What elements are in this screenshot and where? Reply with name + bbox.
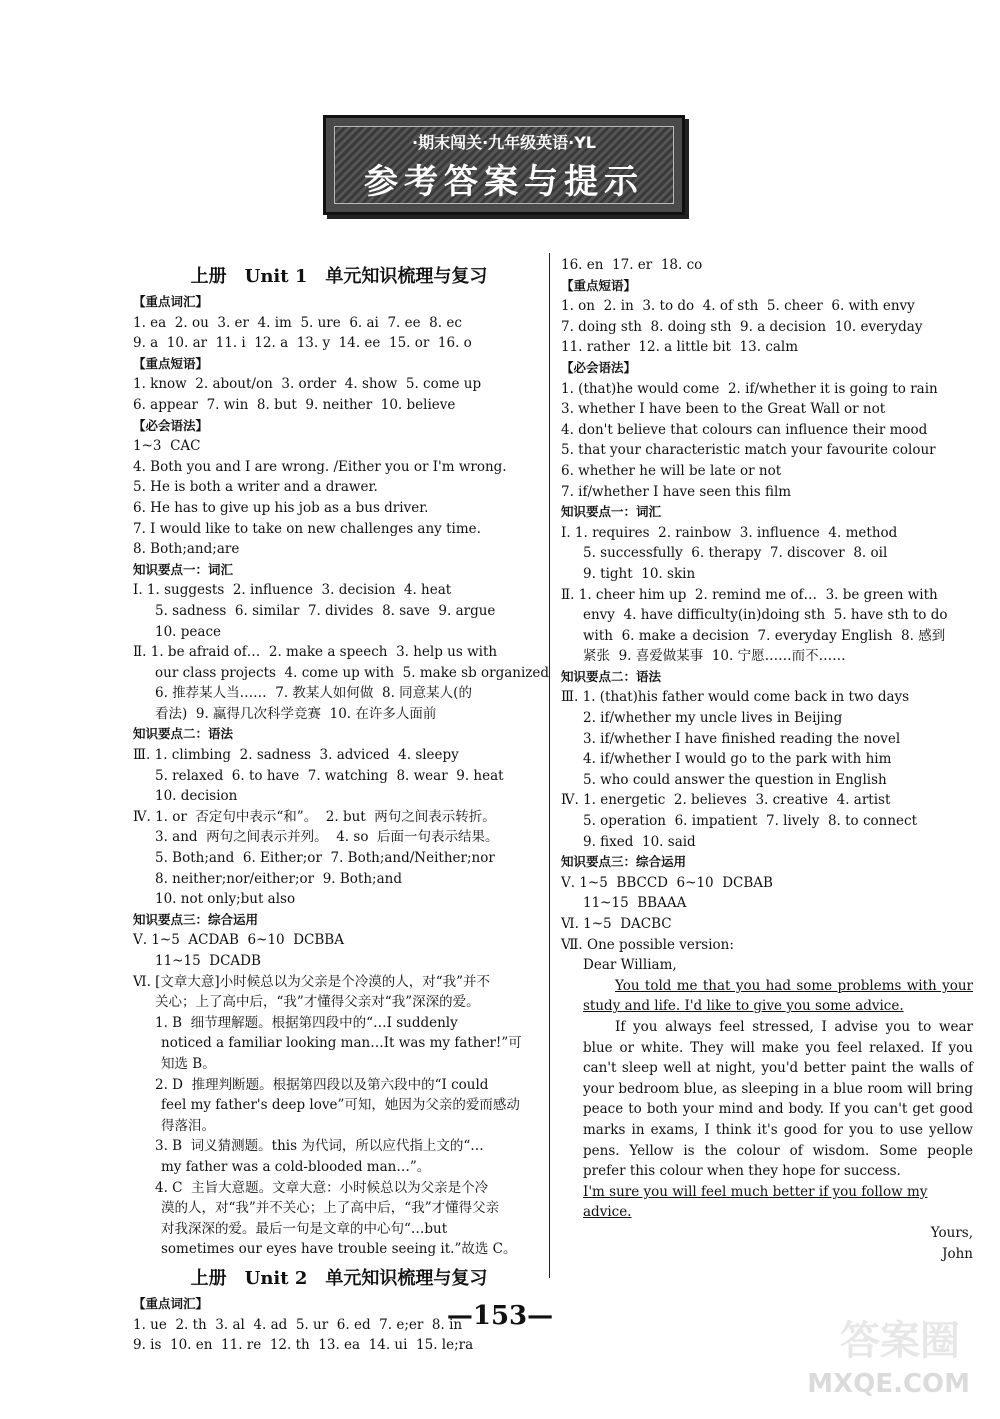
essay-paragraph: If you always feel stressed, I advise you to wear blue or white. They will make you feel relaxed. If you can't sleep well at night, you'd better paint the walls of your bedroom blue, as sleeping in a blue room will bring peace to both your mind and body. If you can't get good marks in exams, I think it's good for you to use yellow pens. Yellow is the colour of wisdom. Some people prefer this colour when they hope for success.	[583, 1018, 973, 1180]
section-heading: 【重点词汇】	[133, 294, 209, 309]
answer-line: 1. (that)he would come 2. if/whether it is going to rain	[561, 380, 938, 397]
unit-title: 上册 Unit 2 单元知识梳理与复习	[190, 1267, 488, 1289]
answer-line: 3. and 两句之间表示并列。 4. so 后面一句表示结果。	[155, 829, 499, 846]
answer-line: 2. if/whether my uncle lives in Beijing	[583, 710, 843, 727]
banner-title: 参考答案与提示	[364, 162, 644, 202]
answer-line: 9. a 10. ar 11. i 12. a 13. y 14. ee 15. or 16. o	[133, 335, 472, 352]
section-heading: 知识要点二：语法	[561, 668, 662, 684]
answer-line: 5. relaxed 6. to have 7. watching 8. wear 9. heat	[155, 767, 504, 784]
answer-line: 5. Both;and 6. Either;or 7. Both;and/Neither;nor	[155, 850, 495, 867]
watermark-site: MXQE.COM	[807, 1369, 970, 1399]
answer-line: 1~3 CAC	[133, 438, 201, 455]
answer-line: 4. don't believe that colours can influence their mood	[561, 421, 928, 438]
answer-line: 4. if/whether I would go to the park with him	[583, 751, 892, 768]
answer-line: 看法) 9. 赢得几次科学竞赛 10. 在许多人面前	[155, 705, 437, 722]
section-heading: 知识要点三：综合运用	[133, 911, 259, 927]
answer-line: 知选 B。	[161, 1055, 216, 1072]
answer-line: 5. He is both a writer and a drawer.	[133, 479, 378, 496]
answer-line: 9. fixed 10. said	[583, 833, 696, 850]
header-banner	[323, 115, 685, 215]
section-heading: 【必会语法】	[561, 359, 637, 375]
answer-line: 11~15 BBAAA	[583, 895, 687, 912]
banner-subtitle: ·期末闯关·九年级英语·YL	[411, 133, 597, 152]
answer-line: 得落泪。	[161, 1117, 215, 1134]
answer-line: 10. decision	[155, 788, 238, 805]
essay-paragraph: You told me that you had some problems with your study and life. I'd like to give you some advice.	[583, 977, 973, 1015]
left-column	[133, 262, 550, 1356]
section-heading: 知识要点二：语法	[133, 726, 234, 742]
answer-line: 4. Both you and I are wrong. /Either you or I'm wrong.	[133, 458, 507, 475]
answer-line: Ⅰ. 1. suggests 2. influence 3. decision 4. heat	[133, 582, 452, 599]
answer-line: 5. who could answer the question in English	[583, 771, 887, 788]
section-heading: 【重点短语】	[133, 355, 209, 371]
answer-line: Ⅱ. 1. be afraid of… 2. make a speech 3. help us with	[133, 644, 498, 661]
answer-line: 6. whether he will be late or not	[561, 462, 782, 479]
answer-line: 1. ea 2. ou 3. er 4. im 5. ure 6. ai 7. ee 8. ec	[133, 314, 462, 331]
answer-line: Ⅲ. 1. climbing 2. sadness 3. adviced 4. sleepy	[133, 747, 459, 764]
answer-line: with 6. make a decision 7. everyday English 8. 感到	[583, 627, 946, 644]
answer-line: 4. C 主旨大意题。文章大意：小时候总以为父亲是个冷	[155, 1179, 489, 1196]
answer-line: Ⅶ. One possible version:	[561, 936, 734, 953]
answer-line: Ⅳ. 1. energetic 2. believes 3. creative 4. artist	[561, 792, 891, 809]
answer-line: 3. whether I have been to the Great Wall or not	[561, 401, 886, 418]
answer-line: Ⅳ. 1. or 否定句中表示“和”。 2. but 两句之间表示转折。	[133, 808, 496, 825]
answer-line: 1. on 2. in 3. to do 4. of sth 5. cheer 6. with envy	[561, 298, 915, 315]
section-heading: 【重点短语】	[561, 277, 637, 293]
answer-line: 紧张 9. 喜爱做某事 10. 宁愿……而不……	[583, 648, 846, 665]
answer-line: 1. know 2. about/on 3. order 4. show 5. come up	[133, 376, 482, 393]
essay-signature: Yours,	[930, 1224, 973, 1241]
answer-line: 16. en 17. er 18. co	[561, 257, 703, 273]
section-heading: 【重点词汇】	[133, 1295, 209, 1311]
answer-line: Ⅴ. 1~5 ACDAB 6~10 DCBBA	[133, 932, 344, 949]
answer-line: Ⅰ. 1. requires 2. rainbow 3. influence 4. method	[561, 524, 898, 541]
answer-line: 10. not only;but also	[155, 891, 296, 908]
answer-line: 3. if/whether I have finished reading the novel	[583, 730, 901, 747]
answer-line: envy 4. have difficulty(in)doing sth 5. have sth to do	[583, 607, 948, 624]
answer-line: 对我深深的爱。最后一句是文章的中心句“…but	[161, 1220, 448, 1237]
answer-line: 9. is 10. en 11. re 12. th 13. ea 14. ui 15. le;ra	[133, 1337, 474, 1354]
answer-line: 9. tight 10. skin	[583, 565, 696, 582]
watermark	[807, 1309, 970, 1399]
answer-line: 7. doing sth 8. doing sth 9. a decision 10. everyday	[561, 318, 923, 335]
answer-line: 10. peace	[155, 623, 221, 640]
answer-line: sometimes our eyes have trouble seeing it.”故选 C。	[161, 1241, 517, 1258]
answer-line: 1. B 细节理解题。根据第四段中的“…I suddenly	[155, 1014, 458, 1031]
answer-line: Ⅴ. 1~5 BBCCD 6~10 DCBAB	[561, 874, 773, 891]
answer-line: Dear William,	[583, 957, 677, 974]
watermark-logo: 答案圈	[840, 1318, 960, 1364]
answer-line: 2. D 推理判断题。根据第四段以及第六段中的“I could	[155, 1076, 489, 1093]
answer-line: 8. Both;and;are	[133, 541, 240, 558]
answer-line: 关心；上了高中后，“我”才懂得父亲对“我”深深的爱。	[155, 994, 480, 1011]
answer-line: 5. that your characteristic match your favourite colour	[561, 442, 936, 459]
answer-line: Ⅵ. [文章大意]小时候总以为父亲是个冷漠的人，对“我”并不	[133, 973, 490, 990]
answer-line: 5. successfully 6. therapy 7. discover 8. oil	[583, 545, 888, 562]
right-column	[561, 255, 973, 1264]
answer-line: feel my father's deep love”可知，她因为父亲的爱而感动	[161, 1097, 520, 1114]
answer-line: 3. B 词义猜测题。this 为代词，所以应代指上文的“…	[155, 1138, 484, 1155]
section-heading: 知识要点三：综合运用	[561, 854, 687, 870]
answer-line: 11. rather 12. a little bit 13. calm	[561, 339, 799, 356]
answer-line: 6. He has to give up his job as a bus driver.	[133, 499, 429, 516]
section-heading: 知识要点一：词汇	[133, 561, 234, 577]
answer-line: 6. appear 7. win 8. but 9. neither 10. believe	[133, 396, 456, 413]
answer-line: 5. operation 6. impatient 7. lively 8. to connect	[583, 813, 918, 830]
answer-line: 1. ue 2. th 3. al 4. ad 5. ur 6. ed 7. e;er 8. in	[133, 1316, 463, 1333]
answer-line: 11~15 DCADB	[155, 953, 261, 969]
answer-line: noticed a familiar looking man…It was my father!”可	[161, 1035, 522, 1052]
answer-line: our class projects 4. come up with 5. make sb organized	[155, 664, 550, 681]
answer-line: 7. I would like to take on new challenges any time.	[133, 520, 481, 537]
section-heading: 【必会语法】	[133, 417, 209, 433]
unit-title: 上册 Unit 1 单元知识梳理与复习	[190, 266, 488, 287]
section-heading: 知识要点一：词汇	[561, 504, 662, 520]
answer-line: 6. 推荐某人当…… 7. 教某人如何做 8. 同意某人(的	[155, 685, 472, 702]
essay-paragraph: I'm sure you will feel much better if you follow my advice.	[583, 1183, 928, 1221]
answer-line: 7. if/whether I have seen this film	[561, 483, 792, 500]
answer-line: Ⅱ. 1. cheer him up 2. remind me of… 3. be green with	[561, 586, 938, 603]
page-number: —153—	[446, 1301, 554, 1331]
answer-line: 漠的人，对“我”并不关心；上了高中后，“我”才懂得父亲	[161, 1200, 500, 1217]
column-divider	[549, 253, 550, 1278]
answer-line: 8. neither;nor/either;or 9. Both;and	[155, 870, 402, 887]
answer-line: Ⅵ. 1~5 DACBC	[561, 916, 672, 932]
answer-line: 5. sadness 6. similar 7. divides 8. save 9. argue	[155, 602, 496, 619]
answer-line: Ⅲ. 1. (that)his father would come back in two days	[561, 689, 910, 706]
answer-line: my father was a cold-blooded man…”。	[161, 1158, 431, 1175]
essay-signature: John	[942, 1245, 973, 1262]
